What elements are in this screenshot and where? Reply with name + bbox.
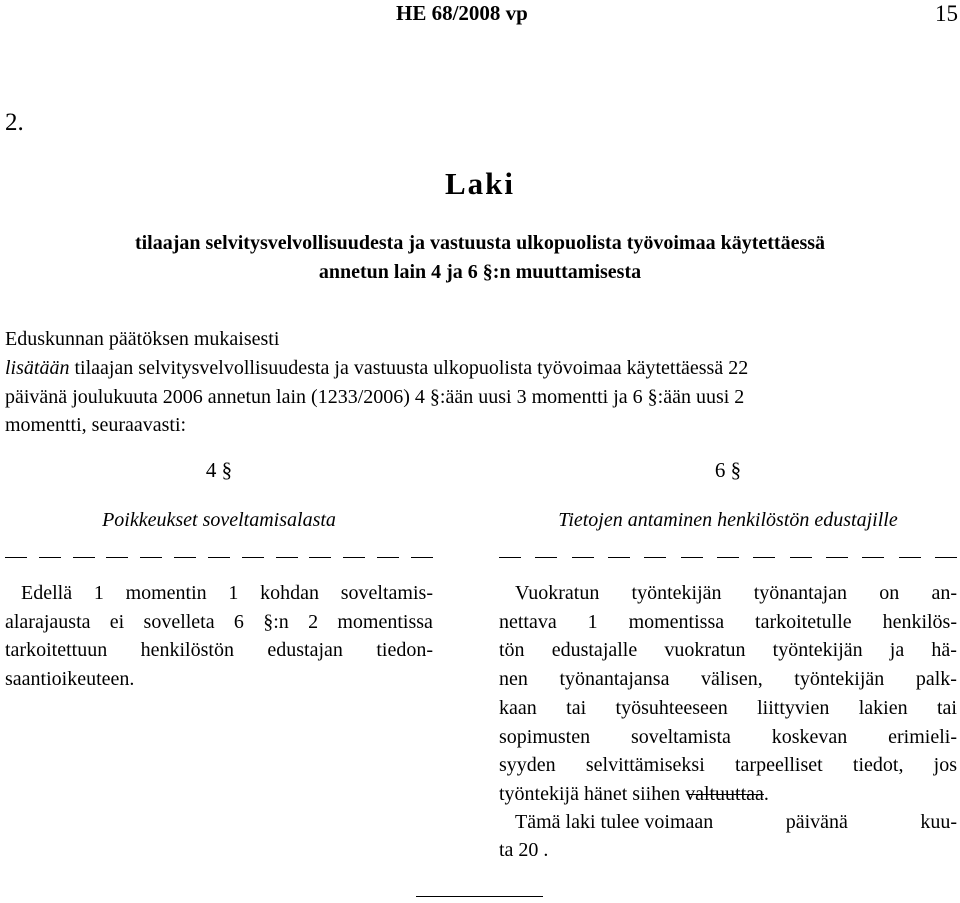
section-4-line: saantioikeuteen. bbox=[5, 668, 135, 691]
page-number: 15 bbox=[935, 1, 958, 26]
preamble-line-1 bbox=[5, 354, 748, 383]
section-6-title: Tietojen antaminen henkilöstön edustajille bbox=[558, 509, 898, 531]
preamble-verb: lisätään bbox=[5, 357, 70, 379]
section-6-line: tön edustajalle vuokratun työntekijän ja hä- bbox=[499, 639, 957, 662]
section-6-line: sopimusten soveltamista koskevan erimieli- bbox=[499, 725, 957, 748]
law-title-text: tilaajan selvitysvelvollisuudesta ja vastuusta ulkopuolista työvoimaa käytettäessä annetun lain 4 ja 6 §:n muuttamisesta bbox=[134, 232, 826, 283]
entry-into-force-line-1 bbox=[515, 808, 957, 836]
omission-dashes bbox=[499, 557, 957, 558]
section-4-column bbox=[5, 456, 433, 756]
entry-into-force-text: Tämä laki tulee voimaan bbox=[515, 811, 714, 833]
section-6-line: nettava 1 momentissa tarkoitetulle henkilös- bbox=[499, 610, 957, 633]
section-4-line: alarajausta ei sovelleta 6 §:n 2 momentissa bbox=[5, 610, 433, 633]
preamble-intro: Eduskunnan päätöksen mukaisesti bbox=[5, 328, 280, 350]
section-6-line: Vuokratun työntekijän työnantajan on an- bbox=[515, 582, 957, 604]
section-6-line: kaan tai työsuhteeseen liittyvien lakien tai bbox=[499, 696, 957, 719]
page-end-rule bbox=[416, 896, 543, 897]
entry-into-force-text: kuu- bbox=[920, 811, 957, 833]
section-end-rule bbox=[689, 794, 764, 795]
section-4-line: tarkoitettuun henkilöstön edustajan tiedon- bbox=[5, 639, 433, 662]
preamble-line-1-rest: tilaajan selvitysvelvollisuudesta ja vastuusta ulkopuolista työvoimaa käytettäessä 22 bbox=[69, 357, 749, 379]
section-6-line: syyden selvittämiseksi tarpeelliset tiedot, jos bbox=[499, 754, 957, 777]
section-6-line: nen työnantajansa välisen, työntekijän palk- bbox=[499, 668, 957, 691]
section-6-mark: 6 § bbox=[714, 458, 742, 482]
section-4-mark: 4 § bbox=[205, 458, 233, 482]
preamble-line-2: päivänä joulukuuta 2006 annetun lain (1233/2006) 4 §:ään uusi 3 momentti ja 6 §:ään uusi 2 bbox=[5, 386, 745, 408]
law-heading: Laki bbox=[444, 166, 516, 201]
section-4-body bbox=[5, 579, 433, 694]
section-number: 2. bbox=[5, 109, 24, 136]
law-title bbox=[0, 229, 960, 287]
section-6-column bbox=[499, 456, 957, 876]
document-id: HE 68/2008 vp bbox=[396, 1, 528, 25]
section-6-body bbox=[499, 579, 957, 809]
omission-dashes bbox=[5, 557, 433, 558]
preamble-line-3: momentti, seuraavasti: bbox=[5, 414, 187, 436]
section-4-line: Edellä 1 momentin 1 kohdan soveltamis- bbox=[21, 582, 433, 604]
section-4-title: Poikkeukset soveltamisalasta bbox=[102, 509, 336, 531]
entry-into-force-line-2: ta 20 . bbox=[499, 839, 549, 861]
section-6-line: työntekijä hänet siihen valtuuttaa. bbox=[499, 782, 769, 805]
entry-into-force-text: päivänä bbox=[785, 811, 848, 833]
